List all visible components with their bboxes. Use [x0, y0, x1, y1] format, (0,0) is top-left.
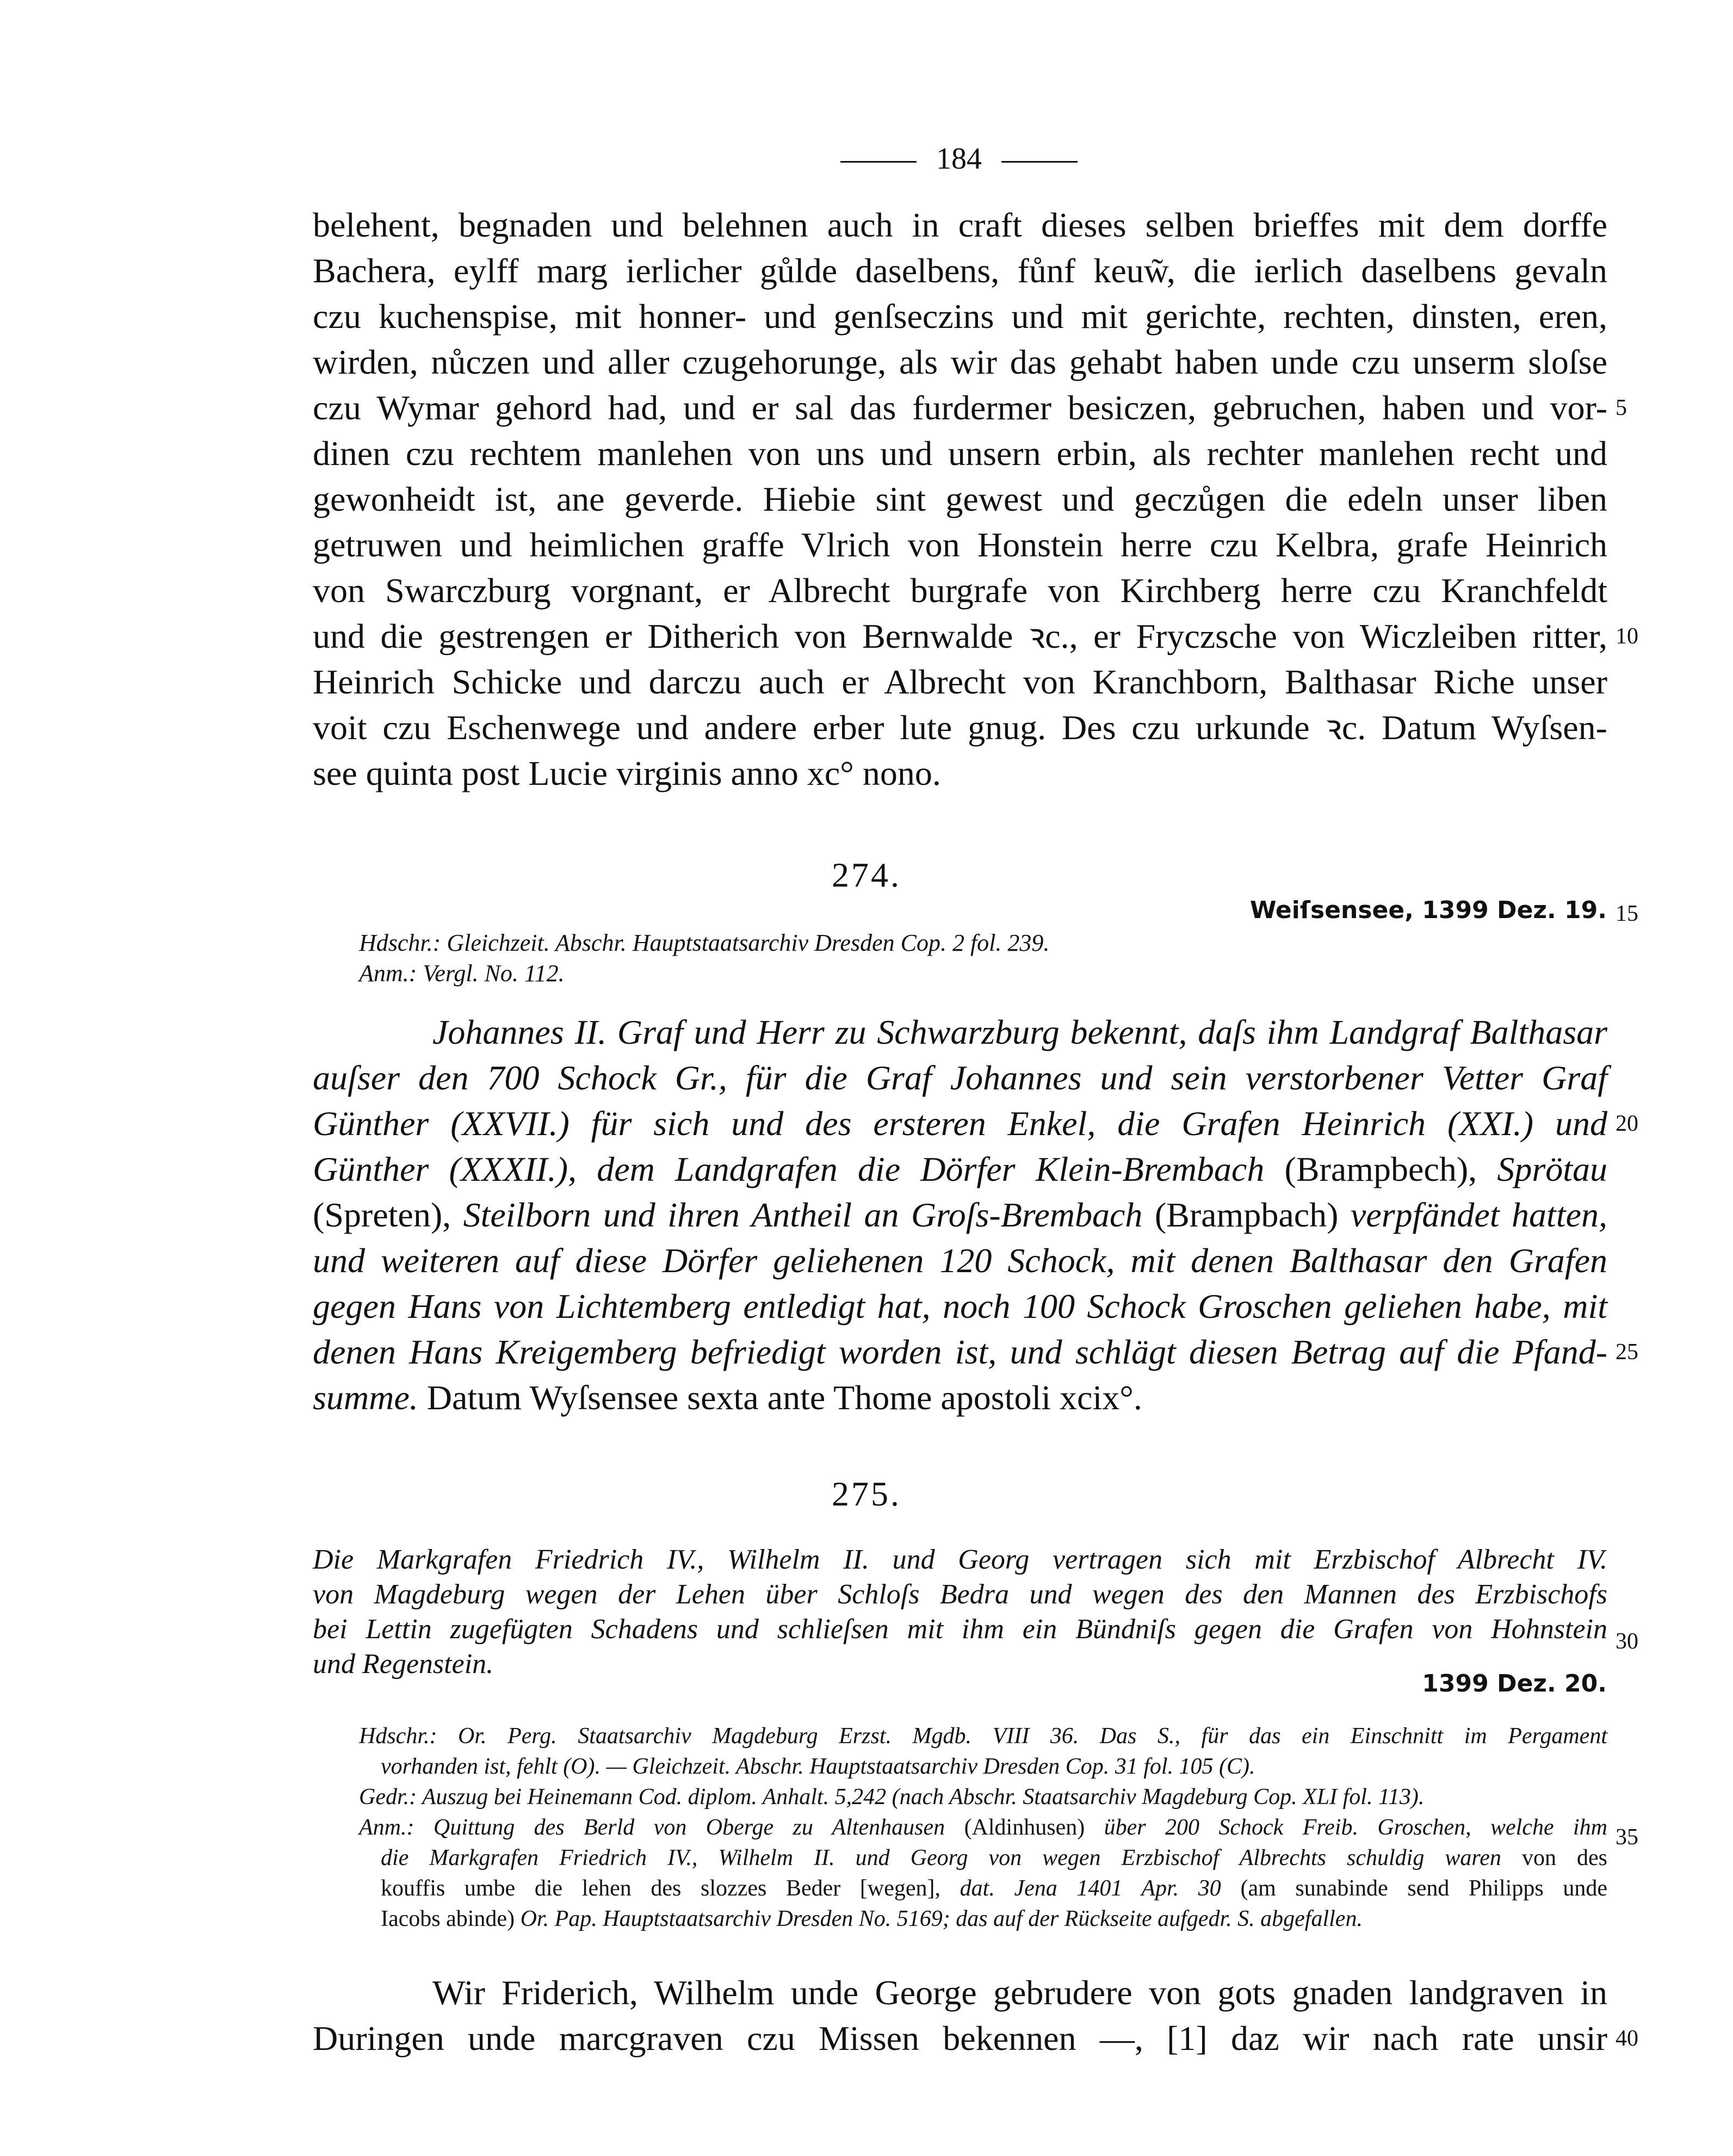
- summary-line: [313, 1009, 1607, 1055]
- line-number: 30: [1616, 1629, 1638, 1654]
- date-275: 1399 Dez. 20.: [1422, 1670, 1607, 1697]
- regest-line: bei Lettin zugefügten Schadens und schlieſsen mit ihm ein Bündniſs gegen die Grafen von Hohnstein: [313, 1614, 1607, 1645]
- note-line: [359, 1782, 1607, 1812]
- note-line: [359, 1873, 1607, 1904]
- document-number-274: 274.: [832, 856, 901, 894]
- note-text: Hdschr.: Or. Perg. Staatsarchiv Magdeburg Erzst. Mgdb. VIII 36. Das S., für das ein Einschnitt im Pergament: [359, 1724, 1607, 1749]
- text-275: [313, 1970, 1607, 2061]
- note-274: Anm.: Vergl. No. 112.: [359, 960, 565, 987]
- summary-text: auſser den 700 Schock Gr., für die Graf Johannes und sein verstorbener Vetter Graf: [313, 1058, 1607, 1097]
- line-number: 5: [1616, 395, 1627, 420]
- summary-line: [313, 1101, 1607, 1147]
- note-text: Anm.: Quittung des Berld von Oberge zu Altenhausen: [359, 1815, 964, 1840]
- place-date-274: Weiſsensee, 1399 Dez. 19.: [1249, 896, 1607, 924]
- line-number: 40: [1616, 2026, 1638, 2051]
- summary-text: Steilborn und ihren Antheil an Groſs-Brembach: [463, 1195, 1155, 1234]
- summary-text: Sprötau: [1497, 1150, 1607, 1188]
- text-line: czu Wymar gehord had, und er sal das furdermer besiczen, gebruchen, haben und vor-: [313, 388, 1607, 427]
- text-line: see quinta post Lucie virginis anno xc° nono.: [313, 754, 941, 792]
- note-line: [359, 1751, 1607, 1782]
- summary-text: Günther (XXVII.) für sich und des ersteren Enkel, die Grafen Heinrich (XXI.) und: [313, 1104, 1607, 1143]
- summary-text: Günther (XXXII.), dem Landgrafen die Dörfer Klein-Brembach: [313, 1150, 1285, 1188]
- page-number-text: 184: [936, 142, 982, 176]
- summary-line: [313, 1147, 1607, 1192]
- rule-left: [840, 161, 917, 163]
- summary-text: (Brampbech),: [1284, 1150, 1497, 1188]
- text-line: Duringen unde marcgraven czu Missen bekennen —, [1] daz wir nach rate unsir: [313, 2019, 1607, 2058]
- summary-text: (Brampbach): [1154, 1195, 1351, 1234]
- summary-274: [313, 1009, 1607, 1421]
- text-line: Bachera, eylff marg ierlicher gůlde daselbens, fůnf keuw̃, die ierlich daselbens gevaln: [313, 251, 1607, 290]
- rule-right: [1001, 161, 1078, 163]
- line-number: 15: [1616, 901, 1638, 926]
- summary-text: (Spreten),: [313, 1195, 463, 1234]
- note-text: kouffis umbe die lehen des slozzes Beder [wegen],: [381, 1876, 960, 1901]
- summary-text: summe.: [313, 1378, 427, 1417]
- note-text: (Aldinhusen): [964, 1815, 1104, 1840]
- regest-line: Die Markgrafen Friedrich IV., Wilhelm II. und Georg vertragen sich mit Erzbischof Albrecht IV.: [313, 1544, 1607, 1575]
- top-text: [313, 202, 1607, 796]
- summary-text: Datum Wyſsensee sexta ante Thome apostoli xcix°.: [426, 1378, 1142, 1417]
- note-text: Iacobs abinde): [381, 1906, 521, 1931]
- note-text: dat. Jena 1401 Apr. 30: [960, 1876, 1241, 1901]
- note-line: [359, 1843, 1607, 1873]
- summary-line: [313, 1284, 1607, 1329]
- note-line: [359, 1904, 1607, 1934]
- summary-text: und weiteren auf diese Dörfer geliehenen 120 Schock, mit denen Balthasar den Grafen: [313, 1241, 1607, 1280]
- text-line: von Swarczburg vorgnant, er Albrecht burgrafe von Kirchberg herre czu Kranchfeldt: [313, 571, 1607, 610]
- summary-text: verpfändet hatten,: [1350, 1195, 1608, 1234]
- note-text: die Markgrafen Friedrich IV., Wilhelm II. und Georg von wegen Erzbischof Albrechts schuldig waren: [381, 1845, 1522, 1870]
- regest-275: [313, 1542, 1607, 1682]
- regest-line: von Magdeburg wegen der Lehen über Schloſs Bedra und wegen des den Mannen des Erzbischofs: [313, 1579, 1607, 1610]
- summary-line: [313, 1375, 1607, 1421]
- regest-line: und Regenstein.: [313, 1649, 494, 1680]
- line-number: 35: [1616, 1825, 1638, 1850]
- page-number: [796, 137, 1122, 181]
- line-number: 20: [1616, 1111, 1638, 1136]
- note-text: Or. Pap. Hauptstaatsarchiv Dresden No. 5169; das auf der Rückseite aufgedr. S. abgefallen.: [520, 1906, 1363, 1931]
- text-line: gewonheidt ist, ane geverde. Hiebie sint gewest und geczůgen die edeln unser liben: [313, 480, 1607, 518]
- summary-line: [313, 1192, 1607, 1238]
- summary-line: [313, 1055, 1607, 1101]
- text-line: wirden, nůczen und aller czugehorunge, als wir das gehabt haben unde czu unserm sloſse: [313, 343, 1607, 381]
- note-text: von des: [1521, 1845, 1607, 1870]
- summary-line: [313, 1238, 1607, 1284]
- text-line: und die gestrengen er Ditherich von Bernwalde ꝛc., er Fryczsche von Wiczleiben ritter,: [313, 617, 1607, 655]
- text-line: Wir Friderich, Wilhelm unde George gebrudere von gots gnaden landgraven in: [432, 1973, 1607, 2012]
- note-text: (am sunabinde send Philipps unde: [1240, 1876, 1607, 1901]
- summary-line: [313, 1329, 1607, 1375]
- summary-text: gegen Hans von Lichtemberg entledigt hat, noch 100 Schock Groschen geliehen habe, mit: [313, 1287, 1607, 1325]
- note-line: [359, 1721, 1607, 1751]
- document-number-275: 275.: [832, 1474, 901, 1513]
- notes-275: [359, 1721, 1607, 1934]
- source-274: Hdschr.: Gleichzeit. Abschr. Hauptstaatsarchiv Dresden Cop. 2 fol. 239.: [359, 930, 1050, 956]
- text-line: getruwen und heimlichen graffe Vlrich von Honstein herre czu Kelbra, grafe Heinrich: [313, 525, 1607, 564]
- note-text: Gedr.: Auszug bei Heinemann Cod. diplom. Anhalt. 5,242 (nach Abschr. Staatsarchiv Magdeburg Cop. XLI fol. 113).: [359, 1785, 1425, 1810]
- note-line: [359, 1812, 1607, 1843]
- text-line: voit czu Eschenwege und andere erber lute gnug. Des czu urkunde ꝛc. Datum Wyſsen-: [313, 708, 1607, 747]
- note-text: vorhanden ist, fehlt (O). — Gleichzeit. Abschr. Hauptstaatsarchiv Dresden Cop. 31 fol. 105 (C).: [381, 1754, 1255, 1779]
- text-line: czu kuchenspise, mit honner- und genſseczins und mit gerichte, rechten, dinsten, eren,: [313, 297, 1607, 336]
- summary-text: Johannes II. Graf und Herr zu Schwarzburg bekennt, daſs ihm Landgraf Balthasar: [432, 1013, 1607, 1051]
- text-line: Heinrich Schicke und darczu auch er Albrecht von Kranchborn, Balthasar Riche unser: [313, 662, 1607, 701]
- line-number: 10: [1616, 624, 1638, 649]
- text-line: belehent, begnaden und belehnen auch in craft dieses selben brieffes mit dem dorffe: [313, 206, 1607, 244]
- line-number: 25: [1616, 1340, 1638, 1365]
- note-text: über 200 Schock Freib. Groschen, welche ihm: [1104, 1815, 1608, 1840]
- text-line: dinen czu rechtem manlehen von uns und unsern erbin, als rechter manlehen recht und: [313, 434, 1607, 473]
- summary-text: denen Hans Kreigemberg befriedigt worden ist, und schlägt diesen Betrag auf die Pfand-: [313, 1333, 1607, 1371]
